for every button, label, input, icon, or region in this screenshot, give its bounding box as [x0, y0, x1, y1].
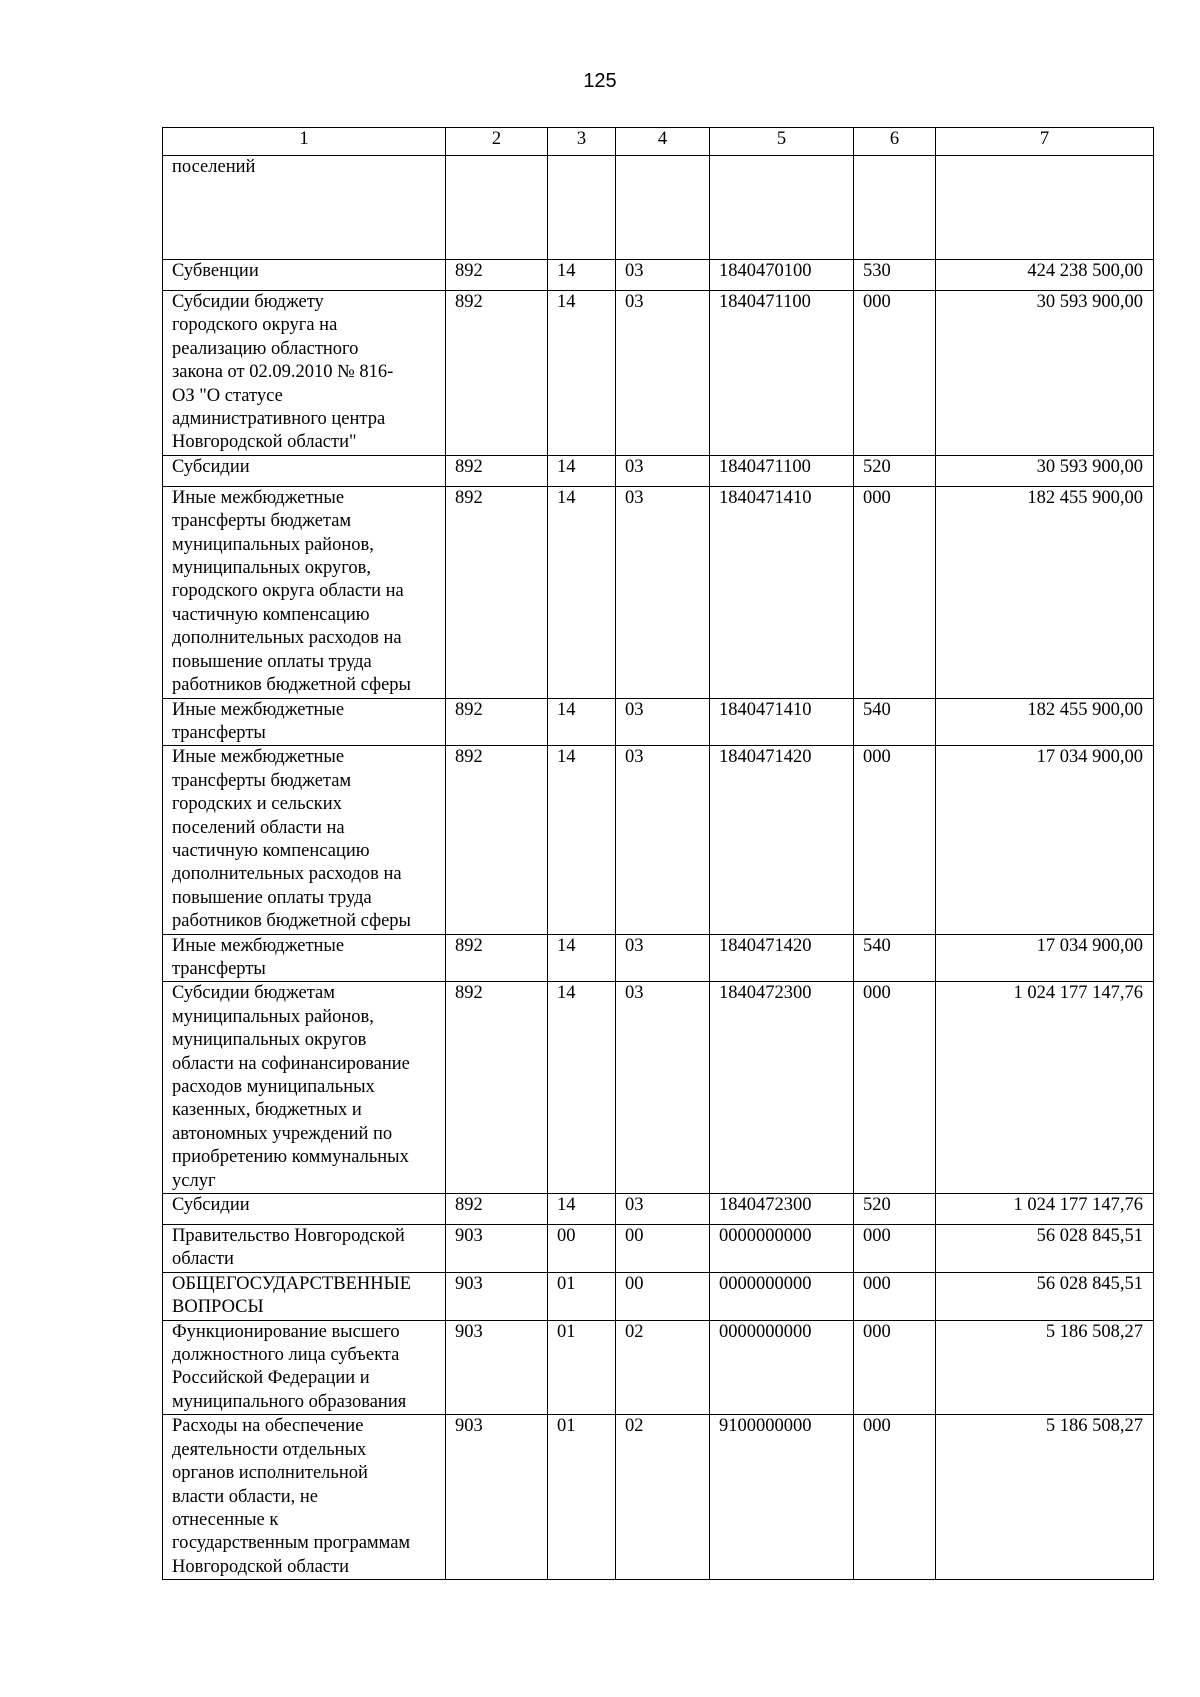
expense-type-cell: 000 [854, 486, 936, 698]
row-name-line: повышение оплаты труда [172, 887, 372, 908]
subsection-cell: 03 [616, 260, 710, 291]
section-cell: 14 [548, 260, 616, 291]
expense-type-cell: 540 [854, 934, 936, 982]
row-name-cell [163, 455, 446, 486]
row-name-cell [163, 1320, 446, 1415]
subsection-cell: 00 [616, 1272, 710, 1320]
row-name-line: дополнительных расходов на [172, 628, 402, 649]
table-row [163, 1272, 1154, 1320]
amount-cell: 182 455 900,00 [936, 486, 1154, 698]
code-cell: 892 [446, 291, 548, 456]
table-row [163, 486, 1154, 698]
section-cell: 14 [548, 934, 616, 982]
row-name-line: муниципальных округов, [172, 558, 371, 579]
amount-cell: 30 593 900,00 [936, 291, 1154, 456]
row-name-line: области на софинансирование [172, 1053, 410, 1074]
subsection-cell: 03 [616, 455, 710, 486]
row-name-line: Расходы на обеспечение [172, 1416, 364, 1437]
expense-type-cell: 000 [854, 1225, 936, 1273]
row-name-line: расходов муниципальных [172, 1077, 375, 1097]
row-name-line: Субсидии [172, 456, 250, 477]
code-cell: 892 [446, 1194, 548, 1225]
section-cell: 01 [548, 1272, 616, 1320]
target-article-cell: 0000000000 [710, 1225, 854, 1273]
row-name-line: трансферты бюджетам [172, 511, 352, 532]
row-name-cell [163, 486, 446, 698]
expense-type-cell: 520 [854, 455, 936, 486]
subsection-cell: 03 [616, 1194, 710, 1225]
code-cell: 892 [446, 260, 548, 291]
row-name-cell [163, 934, 446, 982]
expense-type-cell: 000 [854, 746, 936, 934]
row-name-line: работников бюджетной сферы [172, 675, 411, 696]
row-name-line: органов исполнительной [172, 1463, 368, 1484]
column-header-3: 3 [548, 128, 616, 156]
section-cell [548, 156, 616, 260]
row-name-cell [163, 698, 446, 746]
row-name-cell [163, 982, 446, 1194]
subsection-cell: 03 [616, 698, 710, 746]
amount-cell: 1 024 177 147,76 [936, 1194, 1154, 1225]
table-row [163, 1194, 1154, 1225]
row-name-line: Субсидии бюджетам [172, 983, 335, 1004]
amount-cell [936, 156, 1154, 260]
target-article-cell: 1840471100 [710, 455, 854, 486]
table-row [163, 1320, 1154, 1415]
row-name-cell [163, 156, 446, 260]
row-name-line: Функционирование высшего [172, 1321, 400, 1342]
expense-type-cell: 000 [854, 291, 936, 456]
subsection-cell: 03 [616, 982, 710, 1194]
row-name-line: работников бюджетной сферы [172, 911, 411, 932]
code-cell [446, 156, 548, 260]
row-name-line: Иные межбюджетные [172, 699, 345, 720]
row-name-line: повышение оплаты труда [172, 651, 372, 672]
row-name-line: ВОПРОСЫ [172, 1297, 264, 1318]
row-name-line: приобретению коммунальных [172, 1147, 409, 1168]
expense-type-cell [854, 156, 936, 260]
row-name-line: Субсидии бюджету [172, 292, 324, 312]
code-cell: 903 [446, 1225, 548, 1273]
subsection-cell: 02 [616, 1415, 710, 1580]
row-name-line: Иные межбюджетные [172, 487, 345, 508]
target-article-cell: 9100000000 [710, 1415, 854, 1580]
row-name-line: муниципальных округов [172, 1030, 367, 1051]
row-name-line: автономных учреждений по [172, 1123, 393, 1144]
column-header-5: 5 [710, 128, 854, 156]
row-name-line: муниципального образования [172, 1391, 407, 1412]
section-cell: 14 [548, 486, 616, 698]
code-cell: 892 [446, 698, 548, 746]
amount-cell: 17 034 900,00 [936, 746, 1154, 934]
table-row [163, 934, 1154, 982]
table-row [163, 1225, 1154, 1273]
column-header-2: 2 [446, 128, 548, 156]
row-name-line: частичную компенсацию [172, 840, 370, 861]
row-name-line: муниципальных районов, [172, 534, 374, 555]
budget-table [162, 127, 1154, 1580]
subsection-cell: 00 [616, 1225, 710, 1273]
amount-cell: 30 593 900,00 [936, 455, 1154, 486]
row-name-line: закона от 02.09.2010 № 816- [172, 362, 394, 383]
section-cell: 14 [548, 982, 616, 1194]
row-name-cell [163, 260, 446, 291]
row-name-line: Иные межбюджетные [172, 935, 345, 956]
row-name-line: услуг [172, 1170, 216, 1191]
amount-cell: 17 034 900,00 [936, 934, 1154, 982]
section-cell: 14 [548, 698, 616, 746]
row-name-line: городского округа области на [172, 581, 404, 602]
row-name-line: Новгородской области [172, 1556, 349, 1577]
table-header-row [163, 128, 1154, 156]
section-cell: 14 [548, 1194, 616, 1225]
table-row [163, 156, 1154, 260]
section-cell: 01 [548, 1320, 616, 1415]
row-name-line: муниципальных районов, [172, 1006, 374, 1027]
section-cell: 14 [548, 455, 616, 486]
row-name-cell [163, 1415, 446, 1580]
row-name-line: ОЗ "О статусе [172, 385, 283, 406]
target-article-cell: 0000000000 [710, 1272, 854, 1320]
row-name-line: Иные межбюджетные [172, 747, 345, 768]
section-cell: 14 [548, 291, 616, 456]
row-name-line: дополнительных расходов на [172, 864, 402, 885]
amount-cell: 5 186 508,27 [936, 1415, 1154, 1580]
table-row [163, 291, 1154, 456]
table-row [163, 260, 1154, 291]
row-name-line: Субвенции [172, 261, 259, 281]
target-article-cell: 1840472300 [710, 1194, 854, 1225]
row-name-line: административного центра [172, 409, 386, 430]
row-name-line: ОБЩЕГОСУДАРСТВЕННЫЕ [172, 1273, 412, 1294]
subsection-cell: 03 [616, 746, 710, 934]
row-name-line: реализацию областного [172, 338, 359, 359]
amount-cell: 182 455 900,00 [936, 698, 1154, 746]
row-name-line: частичную компенсацию [172, 604, 370, 625]
expense-type-cell: 540 [854, 698, 936, 746]
target-article-cell: 1840472300 [710, 982, 854, 1194]
amount-cell: 56 028 845,51 [936, 1225, 1154, 1273]
target-article-cell: 1840471420 [710, 934, 854, 982]
row-name-line: казенных, бюджетных и [172, 1100, 362, 1121]
expense-type-cell: 530 [854, 260, 936, 291]
amount-cell: 1 024 177 147,76 [936, 982, 1154, 1194]
row-name-line: городского округа на [172, 315, 338, 336]
row-name-line: Новгородской области" [172, 432, 357, 453]
section-cell: 01 [548, 1415, 616, 1580]
expense-type-cell: 000 [854, 1320, 936, 1415]
code-cell: 903 [446, 1415, 548, 1580]
row-name-line: трансферты [172, 722, 266, 743]
table-row [163, 1415, 1154, 1580]
code-cell: 892 [446, 746, 548, 934]
row-name-line: должностного лица субъекта [172, 1345, 400, 1366]
code-cell: 903 [446, 1320, 548, 1415]
code-cell: 892 [446, 982, 548, 1194]
target-article-cell: 1840470100 [710, 260, 854, 291]
row-name-line: Правительство Новгородской [172, 1226, 405, 1247]
amount-cell: 56 028 845,51 [936, 1272, 1154, 1320]
row-name-line: поселений области на [172, 817, 345, 838]
page-number: 125 [583, 70, 617, 92]
expense-type-cell: 520 [854, 1194, 936, 1225]
amount-cell: 424 238 500,00 [936, 260, 1154, 291]
target-article-cell [710, 156, 854, 260]
row-name-line: поселений [172, 157, 256, 177]
row-name-cell [163, 291, 446, 456]
row-name-cell [163, 1194, 446, 1225]
row-name-line: городских и сельских [172, 794, 342, 815]
expense-type-cell: 000 [854, 1415, 936, 1580]
row-name-cell [163, 746, 446, 934]
subsection-cell: 03 [616, 486, 710, 698]
row-name-line: области [172, 1249, 234, 1270]
column-header-7: 7 [936, 128, 1154, 156]
target-article-cell: 1840471410 [710, 698, 854, 746]
row-name-line: трансферты [172, 958, 266, 979]
table-row [163, 746, 1154, 934]
row-name-line: отнесенные к [172, 1509, 279, 1530]
row-name-line: деятельности отдельных [172, 1439, 367, 1460]
target-article-cell: 1840471100 [710, 291, 854, 456]
section-cell: 00 [548, 1225, 616, 1273]
target-article-cell: 1840471410 [710, 486, 854, 698]
code-cell: 892 [446, 486, 548, 698]
row-name-cell [163, 1272, 446, 1320]
code-cell: 892 [446, 934, 548, 982]
table-row [163, 698, 1154, 746]
column-header-6: 6 [854, 128, 936, 156]
subsection-cell [616, 156, 710, 260]
column-header-1: 1 [163, 128, 446, 156]
target-article-cell: 0000000000 [710, 1320, 854, 1415]
row-name-line: государственным программам [172, 1533, 411, 1554]
table-row [163, 455, 1154, 486]
code-cell: 892 [446, 455, 548, 486]
amount-cell: 5 186 508,27 [936, 1320, 1154, 1415]
subsection-cell: 03 [616, 291, 710, 456]
target-article-cell: 1840471420 [710, 746, 854, 934]
subsection-cell: 02 [616, 1320, 710, 1415]
row-name-cell [163, 1225, 446, 1273]
row-name-line: Российской Федерации и [172, 1368, 370, 1389]
section-cell: 14 [548, 746, 616, 934]
row-name-line: Субсидии [172, 1195, 250, 1216]
table-row [163, 982, 1154, 1194]
expense-type-cell: 000 [854, 982, 936, 1194]
column-header-4: 4 [616, 128, 710, 156]
row-name-line: трансферты бюджетам [172, 770, 352, 791]
code-cell: 903 [446, 1272, 548, 1320]
expense-type-cell: 000 [854, 1272, 936, 1320]
row-name-line: власти области, не [172, 1486, 318, 1507]
subsection-cell: 03 [616, 934, 710, 982]
